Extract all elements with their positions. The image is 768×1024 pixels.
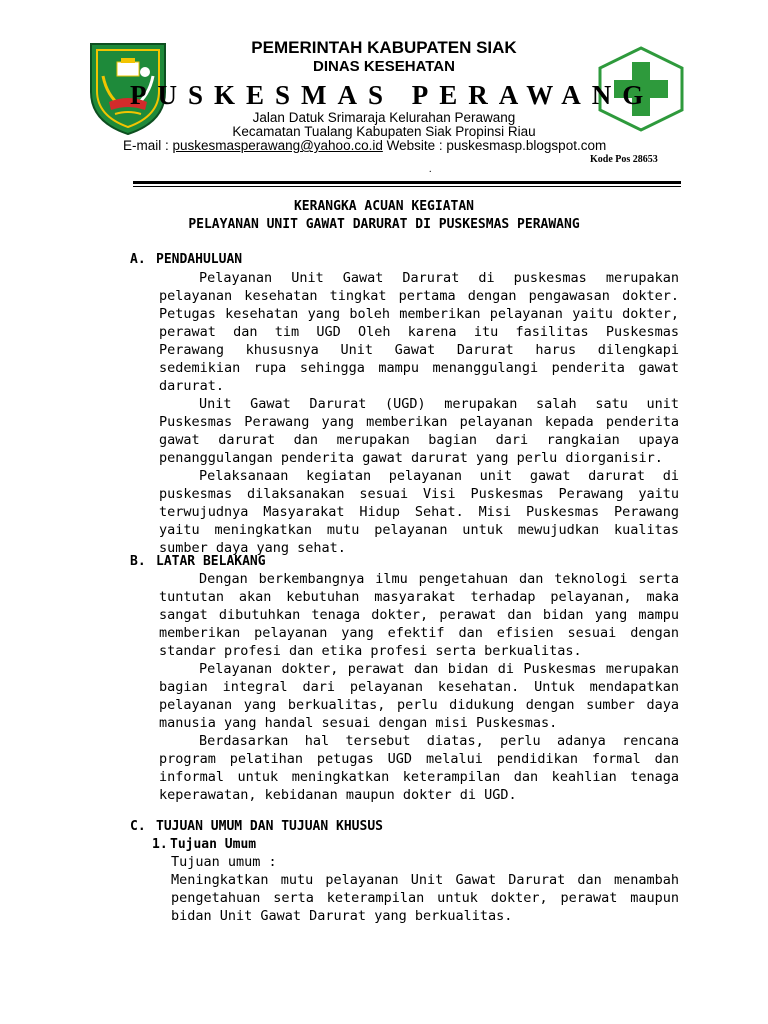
section-c-heading <box>130 819 383 834</box>
subsection-1-body <box>171 871 679 925</box>
section-a-heading <box>130 252 242 267</box>
section-a-paragraph-1: Pelayanan Unit Gawat Darurat di puskesmas merupakan pelayanan kesehatan tingkat pertama dengan pengawasan dokter. Petugas kesehatan yang boleh memberikan pelayanan yaitu dokter, perawat dan tim UGD Oleh karena itu fasilitas Puskesmas Perawang khususnya Unit Gawat Darurat harus dilengkapi sedemikian rupa sehingga mampu menanggulangi penderita gawat darurat. <box>159 270 679 394</box>
section-a-label: A. <box>130 252 146 267</box>
section-b-paragraph-2: Pelayanan dokter, perawat dan bidan di Puskesmas merupakan bagian integral dari pelayanan kesehatan. Untuk mendapatkan pelayanan yang berkualitas, perlu didukung dengan sumber daya manusia yang handal sesuai dengan misi Puskesmas. <box>159 661 679 731</box>
section-c-label: C. <box>130 819 146 834</box>
subsection-1-label: 1. <box>152 837 168 852</box>
subsection-1-title: Tujuan Umum <box>170 837 257 852</box>
stray-dot: . <box>429 164 432 175</box>
section-a-paragraph-2: Unit Gawat Darurat (UGD) merupakan salah satu unit Puskesmas Perawang yang memberikan pelayanan kepada penderita gawat darurat dan merupakan bagian dari rangkaian upaya penanggulangan penderita gawat darurat yang perlu diorganisir. <box>159 396 679 466</box>
postal-code: Kode Pos 28653 <box>590 154 658 165</box>
letterhead-government: PEMERINTAH KABUPATEN SIAK <box>251 38 517 57</box>
section-b-paragraph-1: Dengan berkembangnya ilmu pengetahuan dan teknologi serta tuntutan akan kebutuhan masyarakat terhadap pelayanan, maka sangat dibutuhkan tenaga dokter, perawat dan bidan yang mampu memberikan pelayanan yang efektif dan efisien sesuai dengan standar profesi dan etika profesi serta berkualitas. <box>159 571 679 659</box>
section-b-heading <box>130 554 266 569</box>
section-b-paragraph-3: Berdasarkan hal tersebut diatas, perlu adanya rencana program pelatihan petugas UGD melalui pendidikan formal dan informal untuk meningkatkan keterampilan dan keahlian tenaga keperawatan, kebidanan maupun dokter di UGD. <box>159 733 679 803</box>
website-label: Website : <box>382 138 447 153</box>
letterhead-rule-thin <box>133 186 681 187</box>
letterhead-department: DINAS KESEHATAN <box>313 58 455 75</box>
email-label: E-mail : <box>123 138 173 153</box>
subsection-1-paragraph: Meningkatkan mutu pelayanan Unit Gawat Darurat dan menambah pengetahuan serta keterampilan untuk dokter, perawat maupun bidan Unit Gawat Darurat yang berkualitas. <box>171 872 679 924</box>
letterhead-institution-name: PUSKESMAS PERAWANG <box>130 80 655 110</box>
website-link[interactable]: puskesmasp.blogspot.com <box>446 138 607 153</box>
letterhead-rule-thick <box>133 181 681 184</box>
letterhead-address-street: Jalan Datuk Srimaraja Kelurahan Perawang <box>252 110 516 125</box>
letterhead-address-region: Kecamatan Tualang Kabupaten Siak Propinsi Riau <box>232 124 536 139</box>
section-b-title: LATAR BELAKANG <box>156 554 266 569</box>
section-b-body <box>159 570 679 804</box>
email-link[interactable]: puskesmasperawang@yahoo.co.id <box>172 138 383 153</box>
section-a-title: PENDAHULUAN <box>156 252 243 267</box>
section-b-label: B. <box>130 554 146 569</box>
section-c-title: TUJUAN UMUM DAN TUJUAN KHUSUS <box>156 819 383 834</box>
section-a-paragraph-3: Pelaksanaan kegiatan pelayanan unit gawat darurat di puskesmas dilaksanakan sesuai Visi Puskesmas Perawang yaitu terwujudnya Masyarakat Hidup Sehat. Misi Puskesmas Perawang yaitu meningkatkan mutu pelayanan untuk mewujudkan kualitas sumber daya yang sehat. <box>159 468 679 556</box>
document-subtitle: PELAYANAN UNIT GAWAT DARURAT DI PUSKESMAS PERAWANG <box>188 217 580 232</box>
letterhead-contact <box>123 138 683 153</box>
document-title: KERANGKA ACUAN KEGIATAN <box>293 199 474 214</box>
section-a-body <box>159 269 679 557</box>
subsection-1-intro: Tujuan umum : <box>171 854 277 870</box>
subsection-1-heading <box>152 837 256 852</box>
